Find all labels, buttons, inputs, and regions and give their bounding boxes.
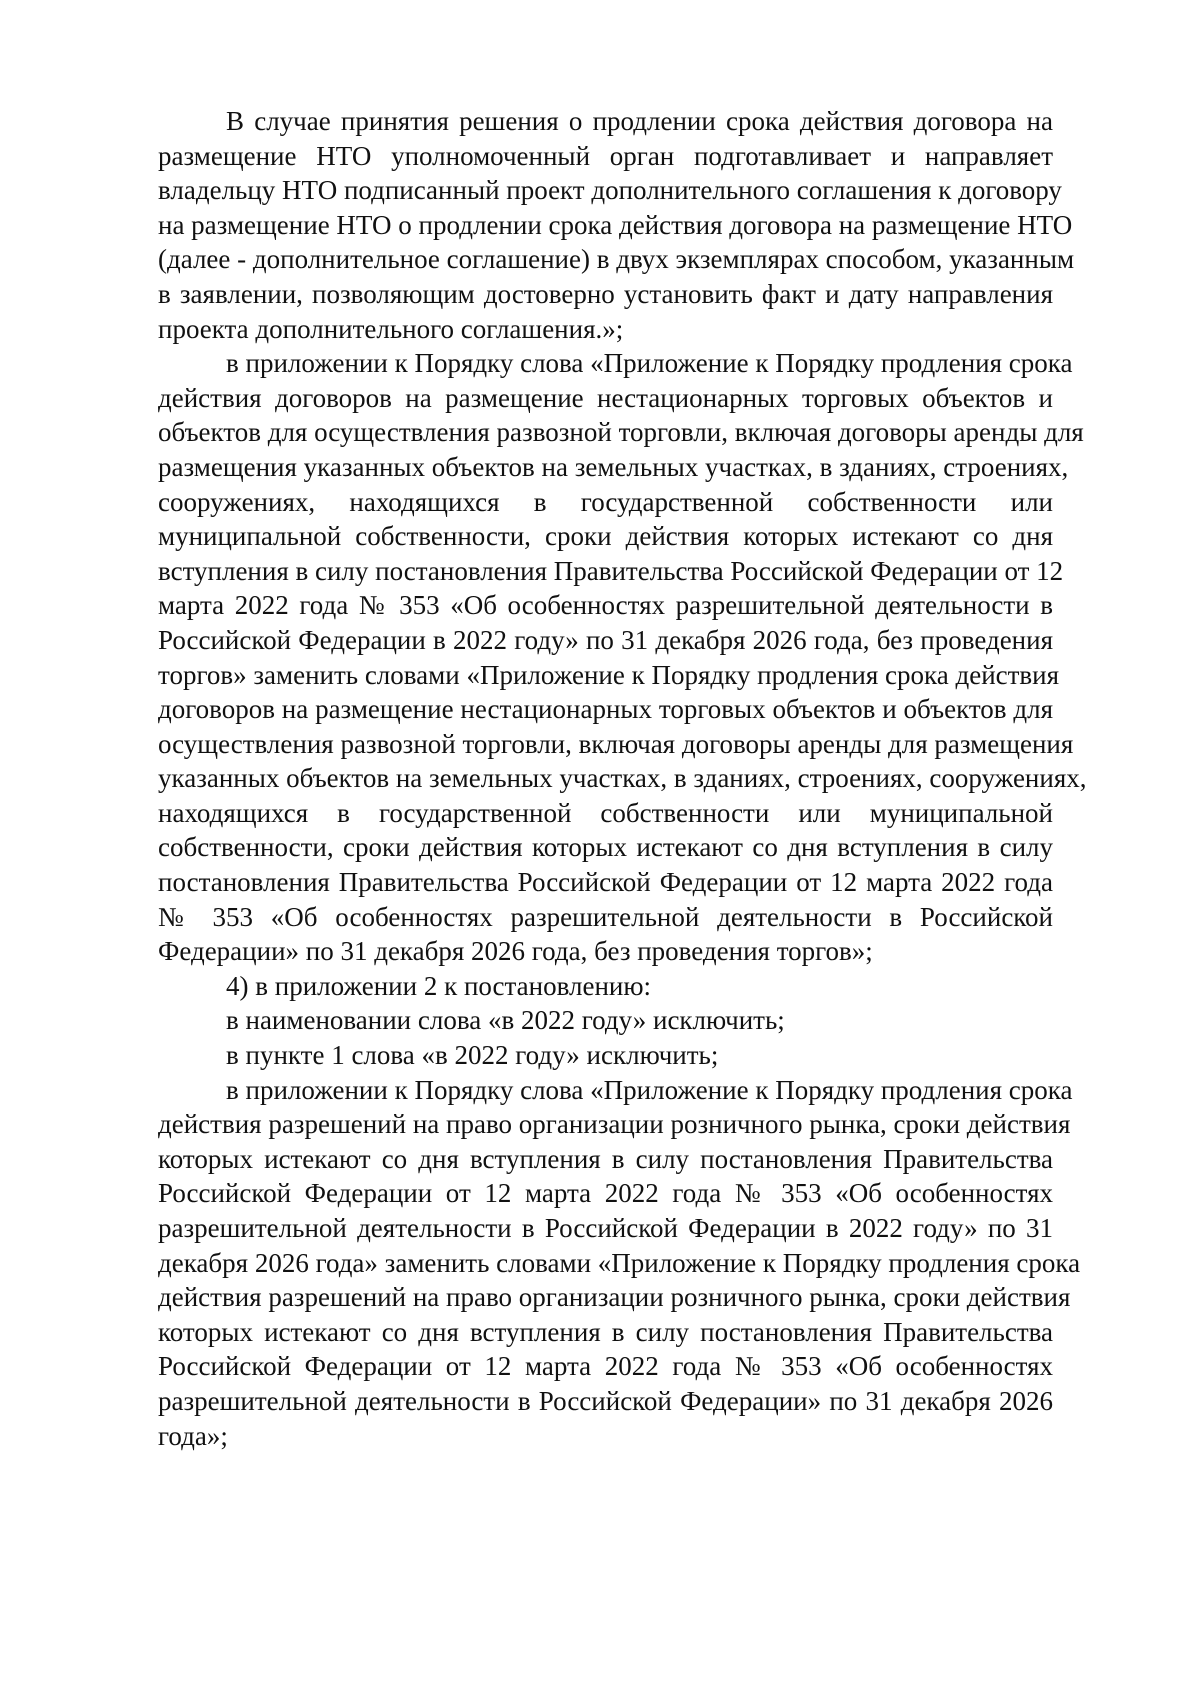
paragraph-item-4 (158, 969, 1053, 1004)
paragraph-point-1-change (158, 1038, 1053, 1073)
text-line: Российской Федерации в 2022 году» по 31 декабря 2026 года, без проведения (158, 624, 1053, 655)
text-line: вступления в силу постановления Правительства Российской Федерации от 12 (158, 555, 1064, 586)
paragraph-appendix-nto-title (158, 346, 1087, 969)
text-line: которых истекают со дня вступления в силу постановления Правительства (158, 1316, 1053, 1347)
text-line: 4) в приложении 2 к постановлению: (226, 970, 652, 1001)
text-line: действия договоров на размещение нестационарных торговых объектов и (158, 382, 1053, 413)
text-line: которых истекают со дня вступления в силу постановления Правительства (158, 1143, 1053, 1174)
text-line: собственности, сроки действия которых истекают со дня вступления в силу (158, 832, 1053, 863)
text-line: действия разрешений на право организации розничного рынка, сроки действия (158, 1109, 1071, 1140)
text-line: в пункте 1 слова «в 2022 году» исключить; (226, 1040, 719, 1071)
text-line: владельцу НТО подписанный проект дополнительного соглашения к договору (158, 175, 1062, 206)
text-line: марта 2022 года № 353 «Об особенностях разрешительной деятельности в (158, 590, 1053, 621)
text-line: разрешительной деятельности в Российской Федерации» по 31 декабря 2026 (158, 1385, 1053, 1416)
text-line: действия разрешений на право организации розничного рынка, сроки действия (158, 1282, 1071, 1313)
paragraph-appendix-market-title (158, 1073, 1081, 1454)
text-line: постановления Правительства Российской Федерации от 12 марта 2022 года (158, 867, 1053, 898)
paragraph-title-change (158, 1003, 1053, 1038)
text-line: находящихся в государственной собственности или муниципальной (158, 797, 1053, 828)
text-line: указанных объектов на земельных участках, в зданиях, строениях, сооружениях, (158, 763, 1087, 794)
text-line: Федерации» по 31 декабря 2026 года, без проведения торгов»; (158, 936, 873, 967)
text-line: торгов» заменить словами «Приложение к Порядку продления срока действия (158, 659, 1060, 690)
text-line: объектов для осуществления развозной торговли, включая договоры аренды для (158, 417, 1084, 448)
text-line: осуществления развозной торговли, включая договоры аренды для размещения (158, 728, 1074, 759)
text-line: в наименовании слова «в 2022 году» исключить; (226, 1005, 785, 1036)
text-line: сооружениях, находящихся в государственной собственности или (158, 486, 1053, 517)
text-line: разрешительной деятельности в Российской Федерации в 2022 году» по 31 (158, 1213, 1053, 1243)
text-line: договоров на размещение нестационарных торговых объектов и объектов для (158, 694, 1053, 725)
text-line: В случае принятия решения о продлении срока действия договора на (226, 106, 1053, 136)
text-line: Российской Федерации от 12 марта 2022 года № 353 «Об особенностях (158, 1178, 1053, 1209)
text-line: муниципальной собственности, сроки действия которых истекают со дня (158, 521, 1053, 552)
text-line: (далее - дополнительное соглашение) в двух экземплярах способом, указанным (158, 244, 1075, 275)
text-line: декабря 2026 года» заменить словами «Приложение к Порядку продления срока (158, 1247, 1081, 1278)
text-line: размещения указанных объектов на земельных участках, в зданиях, строениях, (158, 451, 1069, 482)
text-line: года»; (158, 1420, 228, 1451)
text-line: на размещение НТО о продлении срока действия договора на размещение НТО (158, 209, 1073, 240)
text-line: № 353 «Об особенностях разрешительной деятельности в Российской (158, 901, 1053, 932)
paragraph-extension-decision (158, 104, 1075, 346)
text-line: Российской Федерации от 12 марта 2022 года № 353 «Об особенностях (158, 1351, 1053, 1382)
text-line: размещение НТО уполномоченный орган подготавливает и направляет (158, 140, 1053, 171)
text-line: в приложении к Порядку слова «Приложение к Порядку продления срока (226, 348, 1073, 379)
text-line: в приложении к Порядку слова «Приложение к Порядку продления срока (226, 1074, 1073, 1105)
document-page (158, 104, 1087, 1453)
text-line: в заявлении, позволяющим достоверно установить факт и дату направления (158, 278, 1053, 309)
text-line: проекта дополнительного соглашения.»; (158, 313, 624, 344)
